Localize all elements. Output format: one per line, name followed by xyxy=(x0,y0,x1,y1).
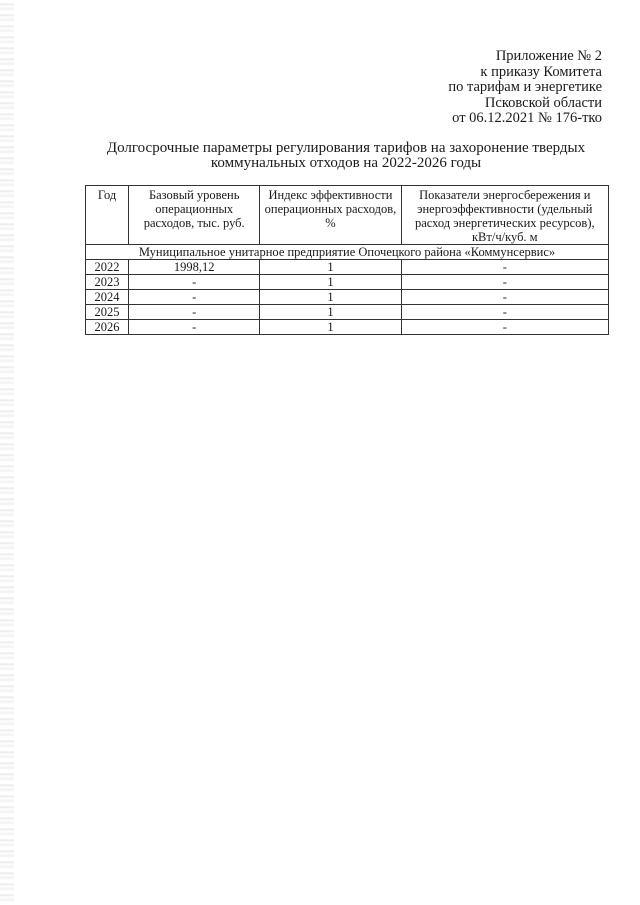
scan-edge-artifact xyxy=(0,0,14,905)
cell-base: - xyxy=(129,290,260,305)
cell-energy: - xyxy=(401,260,608,275)
cell-year: 2025 xyxy=(86,305,129,320)
cell-index: 1 xyxy=(260,320,401,335)
cell-index: 1 xyxy=(260,290,401,305)
cell-year: 2022 xyxy=(86,260,129,275)
cell-energy: - xyxy=(401,275,608,290)
cell-energy: - xyxy=(401,290,608,305)
cell-year: 2024 xyxy=(86,290,129,305)
annex-line: по тарифам и энергетике xyxy=(448,79,602,95)
cell-base: - xyxy=(129,305,260,320)
cell-energy: - xyxy=(401,305,608,320)
cell-energy: - xyxy=(401,320,608,335)
table-row xyxy=(86,320,609,335)
annex-line: от 06.12.2021 № 176-тко xyxy=(452,110,602,126)
table-row xyxy=(86,290,609,305)
cell-index: 1 xyxy=(260,260,401,275)
parameters-table xyxy=(85,185,609,335)
annex-line: Приложение № 2 xyxy=(495,48,602,64)
cell-year: 2026 xyxy=(86,320,129,335)
annex-line: Псковской области xyxy=(484,94,602,111)
document-title: Долгосрочные параметры регулирования тарифов на захоронение твердых коммунальных отходов на 2022-2026 годы xyxy=(106,140,586,171)
table-row xyxy=(86,260,609,275)
annex-block xyxy=(448,49,602,127)
cell-base: - xyxy=(129,320,260,335)
header-year: Год xyxy=(86,186,129,245)
table-row xyxy=(86,305,609,320)
header-base-expenses: Базовый уровень операционных расходов, тыс. руб. xyxy=(129,186,260,245)
cell-year: 2023 xyxy=(86,275,129,290)
header-efficiency-index: Индекс эффективности операционных расходов, % xyxy=(260,186,401,245)
organization-row xyxy=(86,245,609,260)
header-energy-indicators: Показатели энергосбережения и энергоэффективности (удельный расход энергетических ресурсов), кВт/ч/куб. м xyxy=(401,186,608,245)
table-row xyxy=(86,275,609,290)
cell-index: 1 xyxy=(260,305,401,320)
table-header-row xyxy=(86,186,609,245)
annex-line: к приказу Комитета xyxy=(480,63,602,80)
cell-base: - xyxy=(129,275,260,290)
organization-name: Муниципальное унитарное предприятие Опочецкого района «Коммунсервис» xyxy=(86,245,609,260)
cell-index: 1 xyxy=(260,275,401,290)
cell-base: 1998,12 xyxy=(129,260,260,275)
